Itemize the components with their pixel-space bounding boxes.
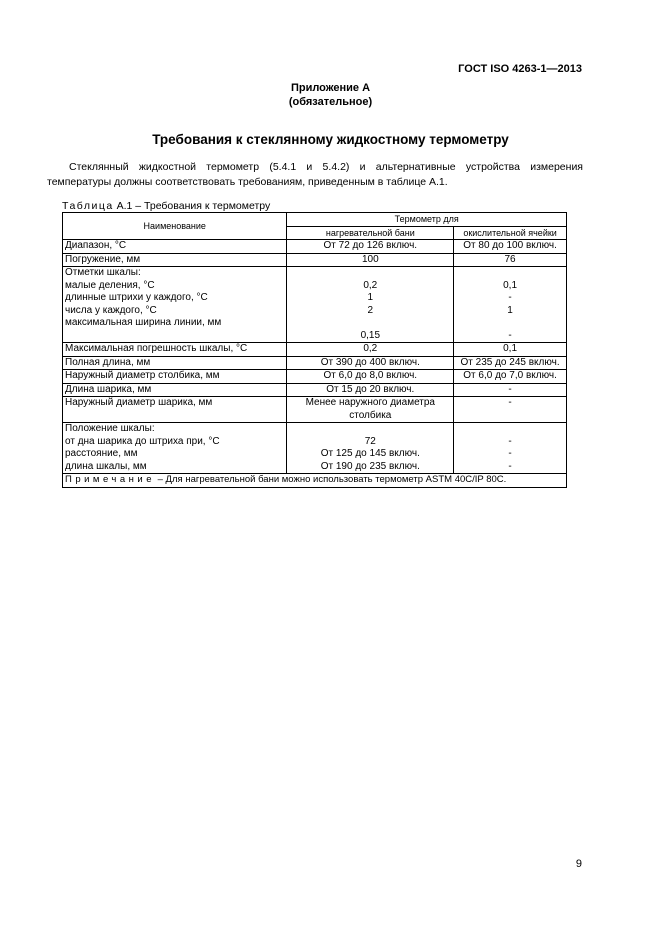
row-value-line [289,267,451,280]
row-name: Диапазон, °С [63,240,287,254]
table-header-row [63,213,567,227]
table-row [63,397,567,423]
row-name-line: малые деления, °С [65,279,155,291]
row-name-line: числа у каждого, °С [65,304,157,316]
row-value-line: 0,15 [360,329,381,341]
row-value-1: От 6,0 до 8,0 включ. [287,370,454,384]
header-col1: нагревательной бани [287,226,454,240]
document-code: ГОСТ ISO 4263-1—2013 [458,63,582,75]
row-value-1: От 72 до 126 включ. [287,240,454,254]
table-row [63,267,567,343]
row-value-line [456,317,564,330]
row-value-1 [287,397,454,423]
row-value-2 [454,423,567,474]
row-value-2: 76 [454,253,567,267]
note-label: Примечание [65,474,155,485]
row-value-line [289,423,451,436]
header-name: Наименование [63,213,287,240]
row-value-line: - [508,448,512,459]
row-name-line: расстояние, мм [65,448,138,459]
annex-title: Приложение А [290,82,371,94]
row-name: Погружение, мм [63,253,287,267]
row-name [63,423,287,474]
header-col2: окислительной ячейки [454,226,567,240]
table-row [63,343,567,357]
row-value-line: 0,2 [363,279,378,291]
row-value-line: 72 [364,435,376,447]
row-value-1 [287,267,454,343]
row-value-line: столбика [349,409,392,421]
row-value-1: От 390 до 400 включ. [287,356,454,370]
row-name-line: от дна шарика до штриха при, °С [65,435,220,447]
row-name [63,267,287,343]
row-value-2: - [454,397,567,423]
row-value-line: - [508,329,512,341]
row-name-line: Положение шкалы: [65,423,155,434]
row-name-line: длина шкалы, мм [65,460,147,472]
row-value-line: От 190 до 235 включ. [320,460,420,472]
row-value-2: От 235 до 245 включ. [454,356,567,370]
row-value-1: 0,2 [287,343,454,357]
section-title: Требования к стеклянному жидкостному термометру [152,132,509,147]
row-value-line: 1 [507,304,513,316]
row-name-line: максимальная ширина линии, мм [65,317,222,328]
row-value-line [456,423,564,436]
table-caption-label: Таблица [62,200,114,212]
row-value-line: 2 [367,304,374,316]
row-value-line: - [508,460,512,472]
row-value-1: 100 [287,253,454,267]
table-row [63,423,567,474]
row-value-2: - [454,383,567,397]
table-caption [62,200,270,212]
row-value-line: 1 [367,292,374,303]
row-name: Наружный диаметр столбика, мм [63,370,287,384]
row-value-line: От 125 до 145 включ. [320,448,420,459]
row-value-line: 0,1 [503,279,518,291]
table-row [63,356,567,370]
table-caption-text: А.1 – Требования к термометру [116,200,271,212]
row-value-1: От 15 до 20 включ. [287,383,454,397]
row-name-line [65,330,284,343]
row-value-2: 0,1 [454,343,567,357]
note-text: – Для нагревательной бани можно использовать термометр ASTM 40C/IP 80C. [155,474,507,485]
table-row [63,253,567,267]
row-value-line: Менее наружного диаметра [305,397,435,408]
row-value-2 [454,267,567,343]
table-note [63,474,567,488]
row-value-2: От 6,0 до 7,0 включ. [454,370,567,384]
row-name: Максимальная погрешность шкалы, °С [63,343,287,357]
table-row [63,383,567,397]
requirements-table [62,212,567,488]
annex-status: (обязательное) [288,96,373,108]
row-value-1 [287,423,454,474]
table-row [63,240,567,254]
row-name-line: длинные штрихи у каждого, °С [65,292,208,303]
row-value-line [289,317,451,330]
row-name-line: Отметки шкалы: [65,267,141,278]
page-number: 9 [575,858,582,870]
row-name: Наружный диаметр шарика, мм [63,397,287,423]
row-value-line: - [508,435,512,447]
row-name: Длина шарика, мм [63,383,287,397]
intro-paragraph: Стеклянный жидкостной термометр (5.4.1 и 5.4.2) и альтернативные устройства измерения температуры должны соответствовать требованиям, приведенным в таблице А.1. [47,161,583,188]
header-group: Термометр для [287,213,567,227]
row-value-2: От 80 до 100 включ. [454,240,567,254]
row-value-line [456,267,564,280]
table-note-row [63,474,567,488]
row-value-line: - [508,292,512,303]
table-row [63,370,567,384]
row-name: Полная длина, мм [63,356,287,370]
